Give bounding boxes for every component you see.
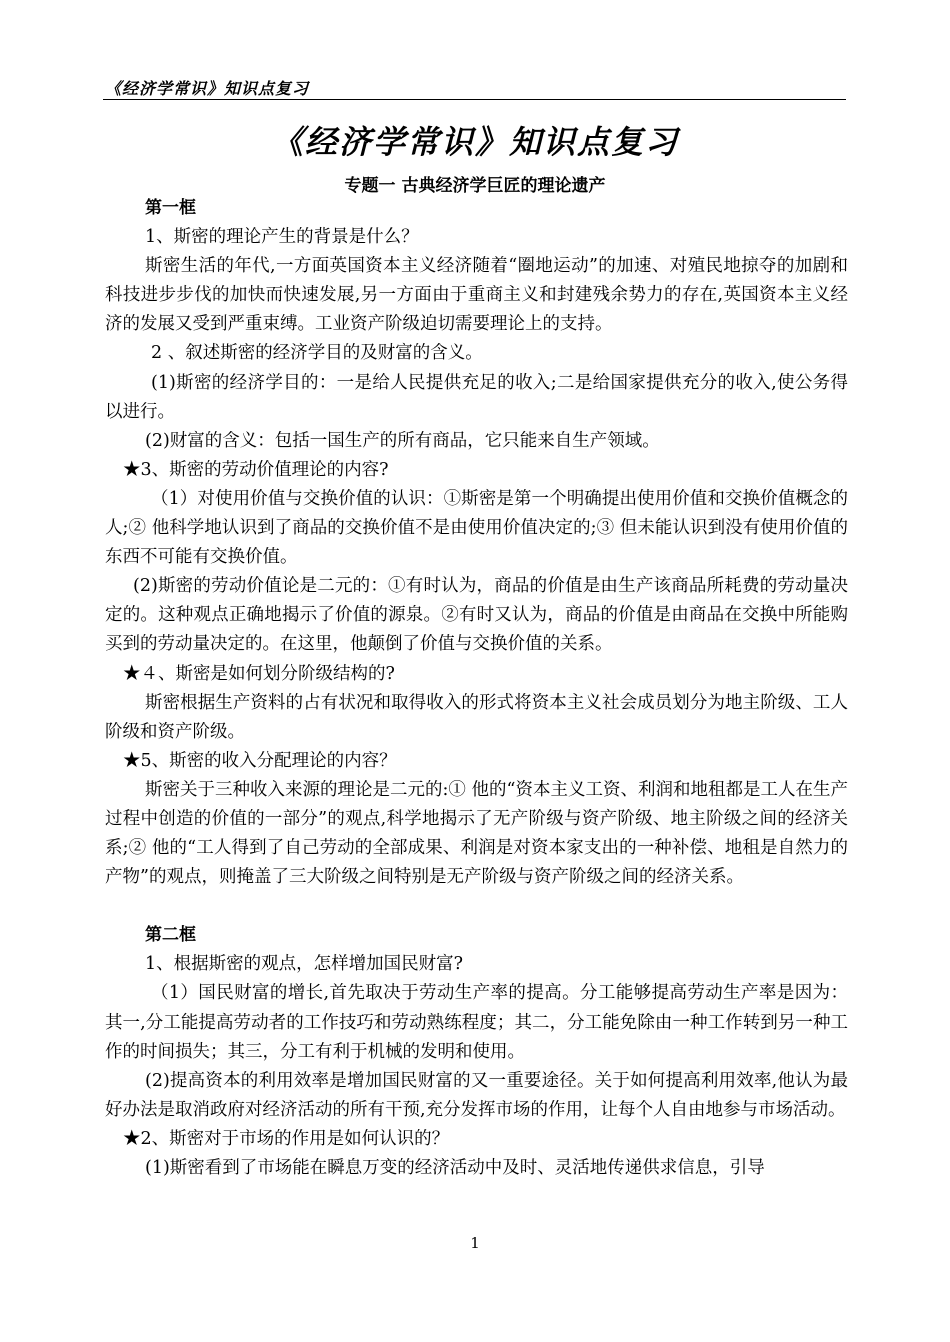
- question: 2 、叙述斯密的经济学目的及财富的含义。: [151, 343, 483, 364]
- starred-question: ★４、斯密是如何划分阶级结构的?: [123, 663, 395, 684]
- answer-paragraph: 斯密根据生产资料的占有状况和取得收入的形式将资本主义社会成员划分为地主阶级、工人阶级和资产阶级。: [105, 692, 848, 742]
- section-spacer: [105, 892, 848, 921]
- header-rule: [103, 99, 846, 100]
- page-number: 1: [470, 1234, 480, 1252]
- running-header: 《经济学常识》知识点复习: [105, 79, 310, 98]
- document-title: 《经济学常识》知识点复习: [270, 123, 679, 161]
- document-body: [105, 194, 848, 1183]
- answer-paragraph: 斯密生活的年代,一方面英国资本主义经济随着“圈地运动”的加速、对殖民地掠夺的加剧和科技进步步伐的加快而快速发展,另一方面由于重商主义和封建残余势力的存在,英国资本主义经济的发展又受到严重束缚。工业资产阶级迫切需要理论上的支持。: [105, 256, 848, 335]
- answer-paragraph: (1)斯密的经济学目的：一是给人民提供充足的收入;二是给国家提供充分的收入,使公务得以进行。: [105, 372, 848, 422]
- answer-paragraph: (2)提高资本的利用效率是增加国民财富的又一重要途径。关于如何提高利用效率,他认为最好办法是取消政府对经济活动的所有干预,充分发挥市场的作用，让每个人自由地参与市场活动。: [105, 1070, 848, 1120]
- answer-paragraph: （1）对使用价值与交换价值的认识：①斯密是第一个明确提出使用价值和交换价值概念的人;② 他科学地认识到了商品的交换价值不是由使用价值决定的;③ 但未能认识到没有使用价值的东西不可能有交换价值。: [105, 488, 848, 568]
- answer-paragraph: 斯密关于三种收入来源的理论是二元的:① 他的“资本主义工资、利润和地租都是工人在生产过程中创造的价值的一部分”的观点,科学地揭示了无产阶级与资产阶级、地主阶级之间的经济关系;② 他的“工人得到了自己劳动的全部成果、利润是对资本家支出的一种补偿、地租是自然力的产物”的观点，则掩盖了三大阶级之间特别是无产阶级与资产阶级之间的经济关系。: [105, 779, 848, 888]
- section-heading: 第二框: [145, 925, 196, 946]
- answer-paragraph: （1）国民财富的增长,首先取决于劳动生产率的提高。分工能够提高劳动生产率是因为：其一,分工能提高劳动者的工作技巧和劳动熟练程度；其二，分工能免除由一种工作转到另一种工作的时间损失；其三，分工有利于机械的发明和使用。: [105, 983, 848, 1062]
- starred-question: ★2、斯密对于市场的作用是如何认识的？: [123, 1128, 450, 1149]
- answer-paragraph: (2)财富的含义：包括一国生产的所有商品，它只能来自生产领域。: [145, 430, 660, 451]
- question: 1、根据斯密的观点，怎样增加国民财富?: [145, 954, 464, 975]
- topic-title: 专题一 古典经济学巨匠的理论遗产: [344, 176, 606, 196]
- starred-question: ★5、斯密的收入分配理论的内容？: [123, 750, 397, 771]
- starred-question: ★3、斯密的劳动价值理论的内容?: [123, 459, 389, 480]
- section-heading: 第一框: [145, 198, 196, 218]
- question: 1、斯密的理论产生的背景是什么？: [145, 227, 419, 248]
- answer-paragraph: (1)斯密看到了市场能在瞬息万变的经济活动中及时、灵活地传递供求信息，引导: [145, 1158, 765, 1178]
- answer-paragraph: (2)斯密的劳动价值论是二元的：①有时认为，商品的价值是由生产该商品所耗费的劳动量决定的。这种观点正确地揭示了价值的源泉。②有时又认为，商品的价值是由商品在交换中所能购买到的劳动量决定的。在这里，他颠倒了价值与交换价值的关系。: [105, 576, 848, 655]
